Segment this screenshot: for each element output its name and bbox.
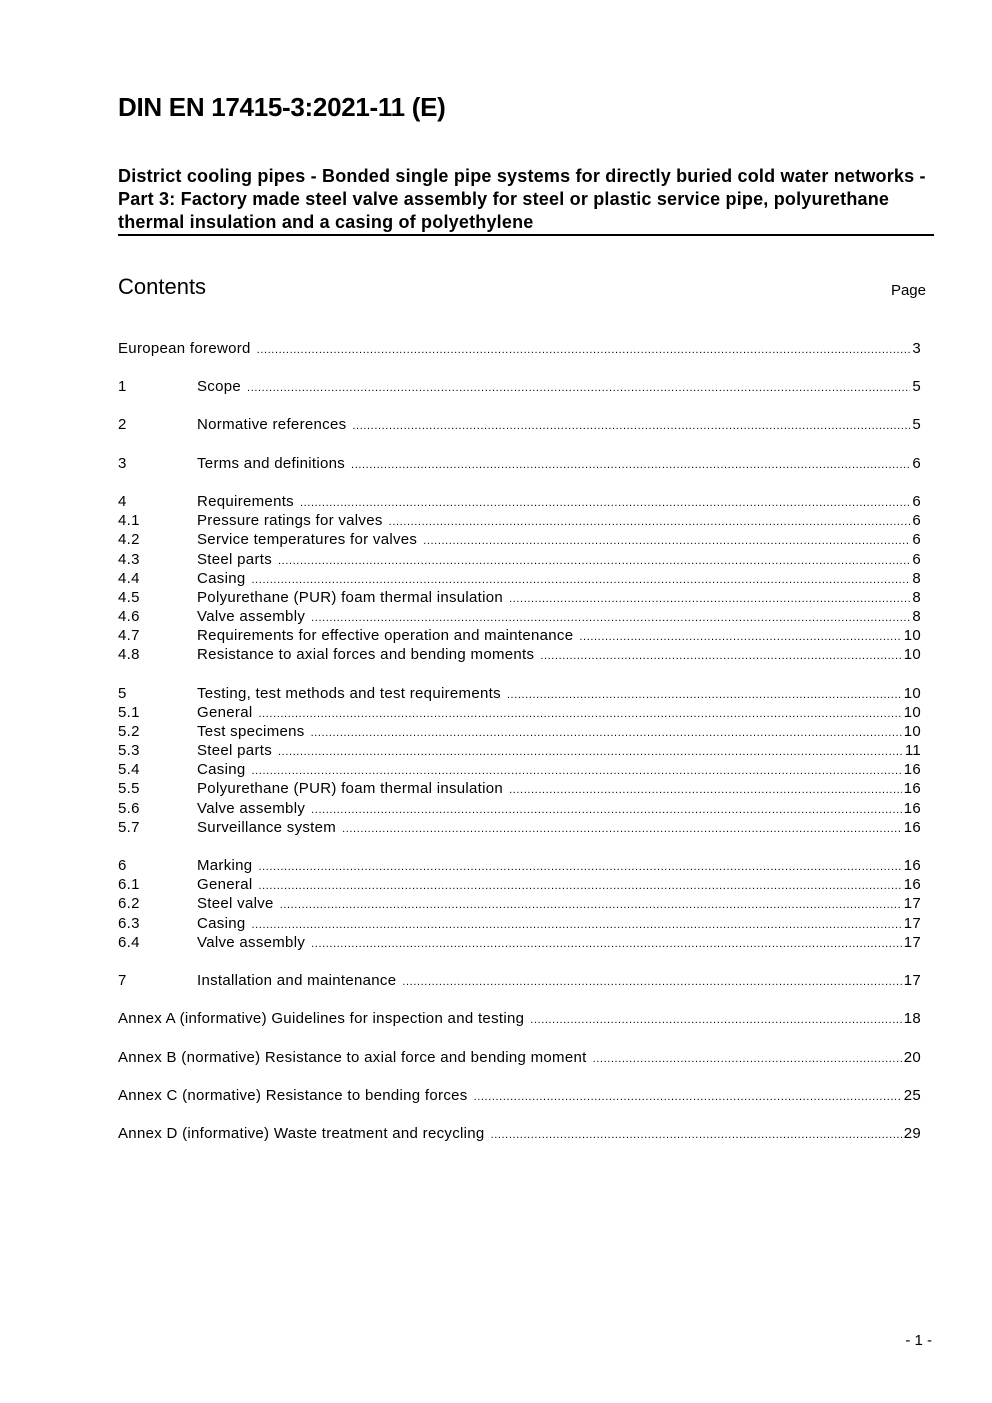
toc-dot-leader bbox=[402, 973, 901, 992]
toc-entry-number: 5.5 bbox=[118, 780, 140, 797]
toc-entry-number: 4.4 bbox=[118, 570, 140, 587]
toc-entry-page: 17 bbox=[903, 972, 921, 989]
toc-entry-title: Test specimens bbox=[197, 723, 305, 740]
toc-entry[interactable] bbox=[118, 894, 921, 913]
toc-entry[interactable] bbox=[118, 645, 921, 664]
toc-entry-title: Normative references bbox=[197, 416, 347, 433]
toc-entry-page: 16 bbox=[903, 761, 921, 778]
toc-entry-number: 4.1 bbox=[118, 512, 140, 529]
toc-entry-page: 10 bbox=[903, 627, 921, 644]
document-title: DIN EN 17415-3:2021-11 (E) bbox=[118, 92, 446, 122]
toc-dot-leader bbox=[540, 647, 901, 666]
toc-entry-page: 16 bbox=[903, 800, 921, 817]
toc-entry-page: 6 bbox=[912, 531, 921, 548]
toc-entry-title: Steel valve bbox=[197, 895, 274, 912]
toc-entry-number: 4.2 bbox=[118, 531, 140, 548]
toc-entry-page: 25 bbox=[903, 1087, 921, 1104]
toc-entry[interactable] bbox=[118, 377, 921, 396]
toc-entry[interactable] bbox=[118, 1086, 921, 1105]
toc-entry-page: 16 bbox=[903, 780, 921, 797]
toc-entry-page: 17 bbox=[903, 895, 921, 912]
toc-entry[interactable] bbox=[118, 1009, 921, 1028]
toc-entry-title: Valve assembly bbox=[197, 608, 306, 625]
toc-entry-page: 8 bbox=[912, 589, 921, 606]
toc-entry[interactable] bbox=[118, 684, 921, 703]
toc-entry-number: 4.8 bbox=[118, 646, 140, 663]
toc-dot-leader bbox=[491, 1126, 902, 1145]
toc-entry[interactable] bbox=[118, 607, 921, 626]
toc-entry-number: 5.1 bbox=[118, 704, 140, 721]
toc-entry-number: 5.2 bbox=[118, 723, 140, 740]
toc-entry-page: 17 bbox=[903, 934, 921, 951]
toc-entry-title: Marking bbox=[197, 857, 253, 874]
toc-entry-number: 5 bbox=[118, 685, 127, 702]
toc-entry-number: 3 bbox=[118, 455, 127, 472]
toc-dot-leader bbox=[530, 1011, 901, 1030]
toc-entry-number: 6.1 bbox=[118, 876, 140, 893]
toc-entry-page: 6 bbox=[912, 493, 921, 510]
toc-entry[interactable] bbox=[118, 550, 921, 569]
toc-entry-number: 5.4 bbox=[118, 761, 140, 778]
toc-entry-title: Valve assembly bbox=[197, 934, 306, 951]
toc-entry-number: 1 bbox=[118, 378, 127, 395]
toc-entry-page: 11 bbox=[904, 742, 921, 759]
toc-dot-leader bbox=[509, 781, 902, 800]
toc-entry[interactable] bbox=[118, 875, 921, 894]
toc-entry-title: Scope bbox=[197, 378, 242, 395]
toc-entry-title: Steel parts bbox=[197, 742, 273, 759]
page-number: - 1 - bbox=[905, 1332, 932, 1349]
toc-entry-page: 10 bbox=[903, 685, 921, 702]
toc-entry-title: Installation and maintenance bbox=[197, 972, 397, 989]
toc-entry-title: Terms and definitions bbox=[197, 455, 346, 472]
toc-entry-number: 6.3 bbox=[118, 915, 140, 932]
toc-entry-title: Valve assembly bbox=[197, 800, 306, 817]
toc-entry-page: 16 bbox=[903, 857, 921, 874]
toc-entry-title: Annex B (normative) Resistance to axial force and bending moment bbox=[118, 1049, 587, 1066]
toc-entry-number: 6.4 bbox=[118, 934, 140, 951]
toc-entry-title: Annex C (normative) Resistance to bending forces bbox=[118, 1087, 468, 1104]
toc-entry[interactable] bbox=[118, 933, 921, 952]
toc-entry-title: Surveillance system bbox=[197, 819, 337, 836]
toc-entry[interactable] bbox=[118, 760, 921, 779]
toc-entry[interactable] bbox=[118, 741, 921, 760]
toc-entry-page: 3 bbox=[912, 340, 921, 357]
toc-entry[interactable] bbox=[118, 1124, 921, 1143]
toc-entry-number: 4.7 bbox=[118, 627, 140, 644]
toc-entry-title: Polyurethane (PUR) foam thermal insulation bbox=[197, 589, 504, 606]
contents-heading: Contents bbox=[118, 274, 207, 299]
toc-entry[interactable] bbox=[118, 588, 921, 607]
toc-entry-page: 16 bbox=[903, 819, 921, 836]
toc-entry-number: 6 bbox=[118, 857, 127, 874]
toc-entry-number: 5.7 bbox=[118, 819, 140, 836]
toc-entry-title: General bbox=[197, 876, 253, 893]
toc-entry-page: 17 bbox=[903, 915, 921, 932]
toc-entry[interactable] bbox=[118, 856, 921, 875]
toc-entry-title: Annex D (informative) Waste treatment and recycling bbox=[118, 1125, 485, 1142]
toc-entry-page: 10 bbox=[903, 646, 921, 663]
toc-entry[interactable] bbox=[118, 339, 921, 358]
toc-entry-number: 5.6 bbox=[118, 800, 140, 817]
toc-entry[interactable] bbox=[118, 703, 921, 722]
toc-entry[interactable] bbox=[118, 799, 921, 818]
toc-entry-title: European foreword bbox=[118, 340, 251, 357]
toc-entry-title: Resistance to axial forces and bending moments bbox=[197, 646, 535, 663]
toc-entry[interactable] bbox=[118, 779, 921, 798]
toc-entry-number: 6.2 bbox=[118, 895, 140, 912]
toc-entry-title: Casing bbox=[197, 570, 246, 587]
toc-entry[interactable] bbox=[118, 530, 921, 549]
toc-entry-page: 6 bbox=[912, 551, 921, 568]
toc-entry-page: 20 bbox=[903, 1049, 921, 1066]
toc-entry-page: 10 bbox=[903, 704, 921, 721]
toc-dot-leader bbox=[257, 341, 911, 360]
toc-entry-title: Steel parts bbox=[197, 551, 273, 568]
toc-dot-leader bbox=[247, 379, 910, 398]
toc-entry[interactable] bbox=[118, 722, 921, 741]
toc-entry-page: 6 bbox=[912, 455, 921, 472]
toc-entry-number: 4.6 bbox=[118, 608, 140, 625]
toc-dot-leader bbox=[351, 456, 910, 475]
toc-entry-number: 5.3 bbox=[118, 742, 140, 759]
toc-entry[interactable] bbox=[118, 511, 921, 530]
toc-entry[interactable] bbox=[118, 492, 921, 511]
toc-entry-title: Casing bbox=[197, 915, 246, 932]
toc-dot-leader bbox=[593, 1050, 902, 1069]
toc-entry-page: 29 bbox=[903, 1125, 921, 1142]
toc-entry[interactable] bbox=[118, 818, 921, 837]
toc-entry-title: Requirements for effective operation and maintenance bbox=[197, 627, 574, 644]
toc-entry-page: 5 bbox=[912, 416, 921, 433]
toc-entry-title: General bbox=[197, 704, 253, 721]
toc-entry[interactable] bbox=[118, 626, 921, 645]
toc-entry-page: 5 bbox=[912, 378, 921, 395]
toc-entry[interactable] bbox=[118, 569, 921, 588]
toc-dot-leader bbox=[280, 896, 902, 915]
toc-dot-leader bbox=[352, 417, 910, 436]
toc-entry-number: 7 bbox=[118, 972, 127, 989]
toc-entry-number: 4 bbox=[118, 493, 127, 510]
toc-entry-number: 4.3 bbox=[118, 551, 140, 568]
page-column-label: Page bbox=[890, 282, 926, 299]
toc-entry-page: 8 bbox=[912, 608, 921, 625]
toc-entry-title: Polyurethane (PUR) foam thermal insulation bbox=[197, 780, 504, 797]
toc-entry-title: Casing bbox=[197, 761, 246, 778]
toc-entry-title: Testing, test methods and test requirements bbox=[197, 685, 501, 702]
toc-entry-title: Pressure ratings for valves bbox=[197, 512, 383, 529]
toc-dot-leader bbox=[423, 532, 910, 551]
document-subtitle: District cooling pipes - Bonded single pipe systems for directly buried cold water networks - Part 3: Factory made steel valve assembly for steel or plastic service pipe, polyurethane thermal insulation and a casing of polyethylene bbox=[118, 165, 934, 236]
toc-entry[interactable] bbox=[118, 971, 921, 990]
toc-entry-page: 18 bbox=[903, 1010, 921, 1027]
toc-entry[interactable] bbox=[118, 1048, 921, 1067]
toc-entry[interactable] bbox=[118, 914, 921, 933]
toc-entry-title: Requirements bbox=[197, 493, 294, 510]
toc-entry[interactable] bbox=[118, 454, 921, 473]
toc-dot-leader bbox=[311, 935, 902, 954]
toc-entry[interactable] bbox=[118, 415, 921, 434]
toc-dot-leader bbox=[342, 820, 902, 839]
toc-entry-number: 2 bbox=[118, 416, 127, 433]
toc-entry-page: 8 bbox=[912, 570, 921, 587]
toc-entry-page: 6 bbox=[912, 512, 921, 529]
toc-entry-page: 10 bbox=[903, 723, 921, 740]
toc-entry-number: 4.5 bbox=[118, 589, 140, 606]
toc-dot-leader bbox=[474, 1088, 902, 1107]
toc-entry-title: Annex A (informative) Guidelines for inspection and testing bbox=[118, 1010, 525, 1027]
toc-entry-page: 16 bbox=[903, 876, 921, 893]
toc-entry-title: Service temperatures for valves bbox=[197, 531, 418, 548]
